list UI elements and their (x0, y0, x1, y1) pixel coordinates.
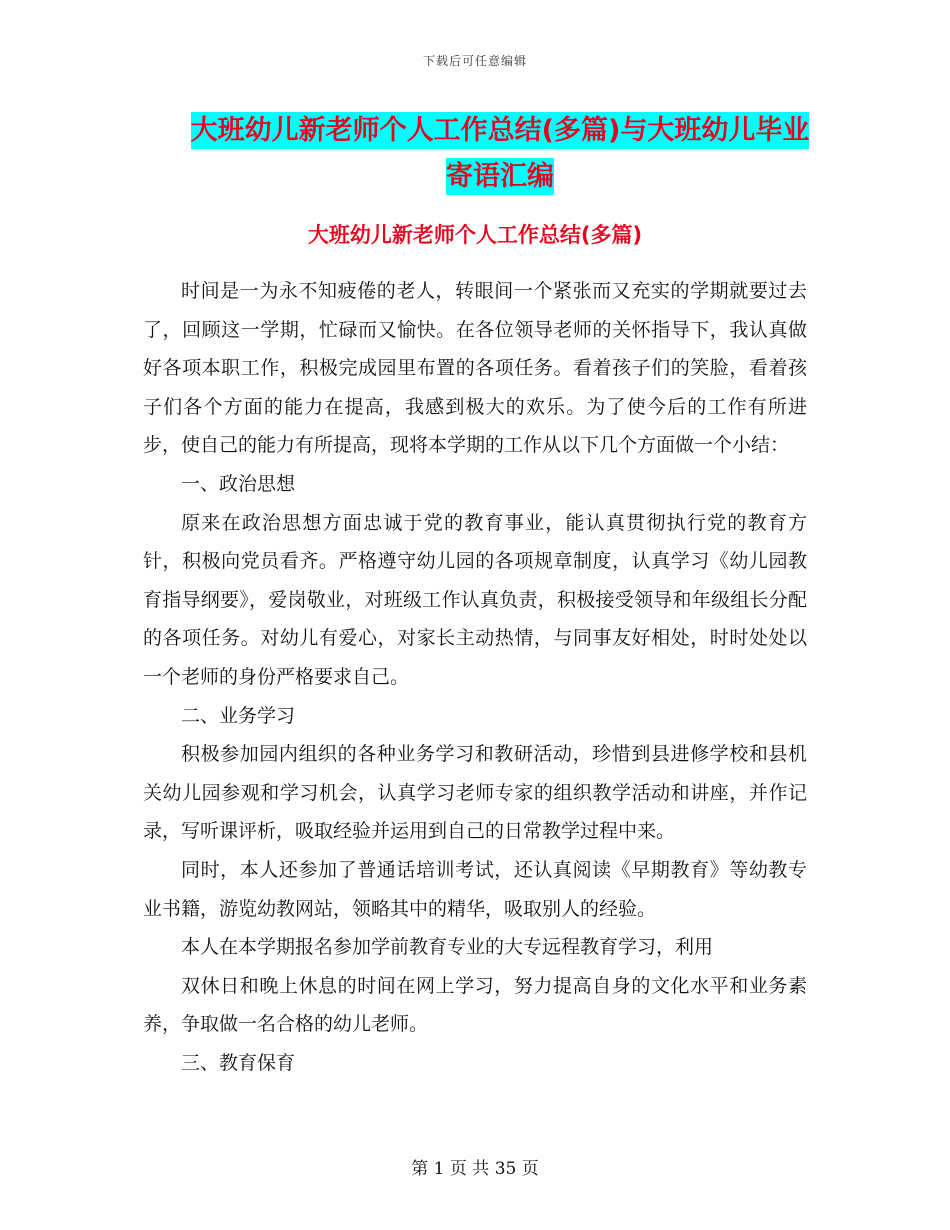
paragraph-study-3: 本人在本学期报名参加学前教育专业的大专远程教育学习，利用 (181, 936, 714, 959)
document-body (143, 272, 807, 1082)
document-title-line-1: 大班幼儿新老师个人工作总结(多篇)与大班幼儿毕业 (191, 112, 810, 149)
page-header-note: 下载后可任意编辑 (422, 54, 527, 68)
paragraph-intro: 时间是一为永不知疲倦的老人，转眼间一个紧张而又充实的学期就要过去了，回顾这一学期，忙碌而又愉快。在各位领导老师的关怀指导下，我认真做好各项本职工作，积极完成园里布置的各项任务。看着孩子们的笑脸，看着孩子们各个方面的能力在提高，我感到极大的欢乐。为了使今后的工作有所进步，使自己的能力有所提高，现将本学期的工作从以下几个方面做一个小结： (143, 280, 807, 457)
paragraph-study-4: 双休日和晚上休息的时间在网上学习，努力提高自身的文化水平和业务素养，争取做一名合格的幼儿老师。 (143, 974, 807, 1036)
page-number: 第 1 页 共 35 页 (411, 1159, 539, 1179)
paragraph-politics: 原来在政治思想方面忠诚于党的教育事业，能认真贯彻执行党的教育方针，积极向党员看齐。严格遵守幼儿园的各项规章制度，认真学习《幼儿园教育指导纲要》，爱岗敬业，对班级工作认真负责，积极接受领导和年级组长分配的各项任务。对幼儿有爱心，对家长主动热情，与同事友好相处，时时处处以一个老师的身份严格要求自己。 (143, 511, 807, 688)
heading-study: 二、业务学习 (181, 704, 296, 727)
section-title: 大班幼儿新老师个人工作总结(多篇) (307, 223, 643, 247)
paragraph-study-1: 积极参加园内组织的各种业务学习和教研活动，珍惜到县进修学校和县机关幼儿园参观和学习机会，认真学习老师专家的组织教学活动和讲座，并作记录，写听课评析，吸取经验并运用到自己的日常教学过程中来。 (143, 743, 807, 843)
paragraph-study-2: 同时，本人还参加了普通话培训考试，还认真阅读《早期教育》等幼教专业书籍，游览幼教网站，领略其中的精华，吸取别人的经验。 (143, 858, 807, 920)
document-title (120, 108, 880, 200)
document-title-line-2: 寄语汇编 (446, 158, 554, 195)
heading-education: 三、教育保育 (181, 1051, 296, 1074)
heading-politics: 一、政治思想 (181, 472, 296, 495)
